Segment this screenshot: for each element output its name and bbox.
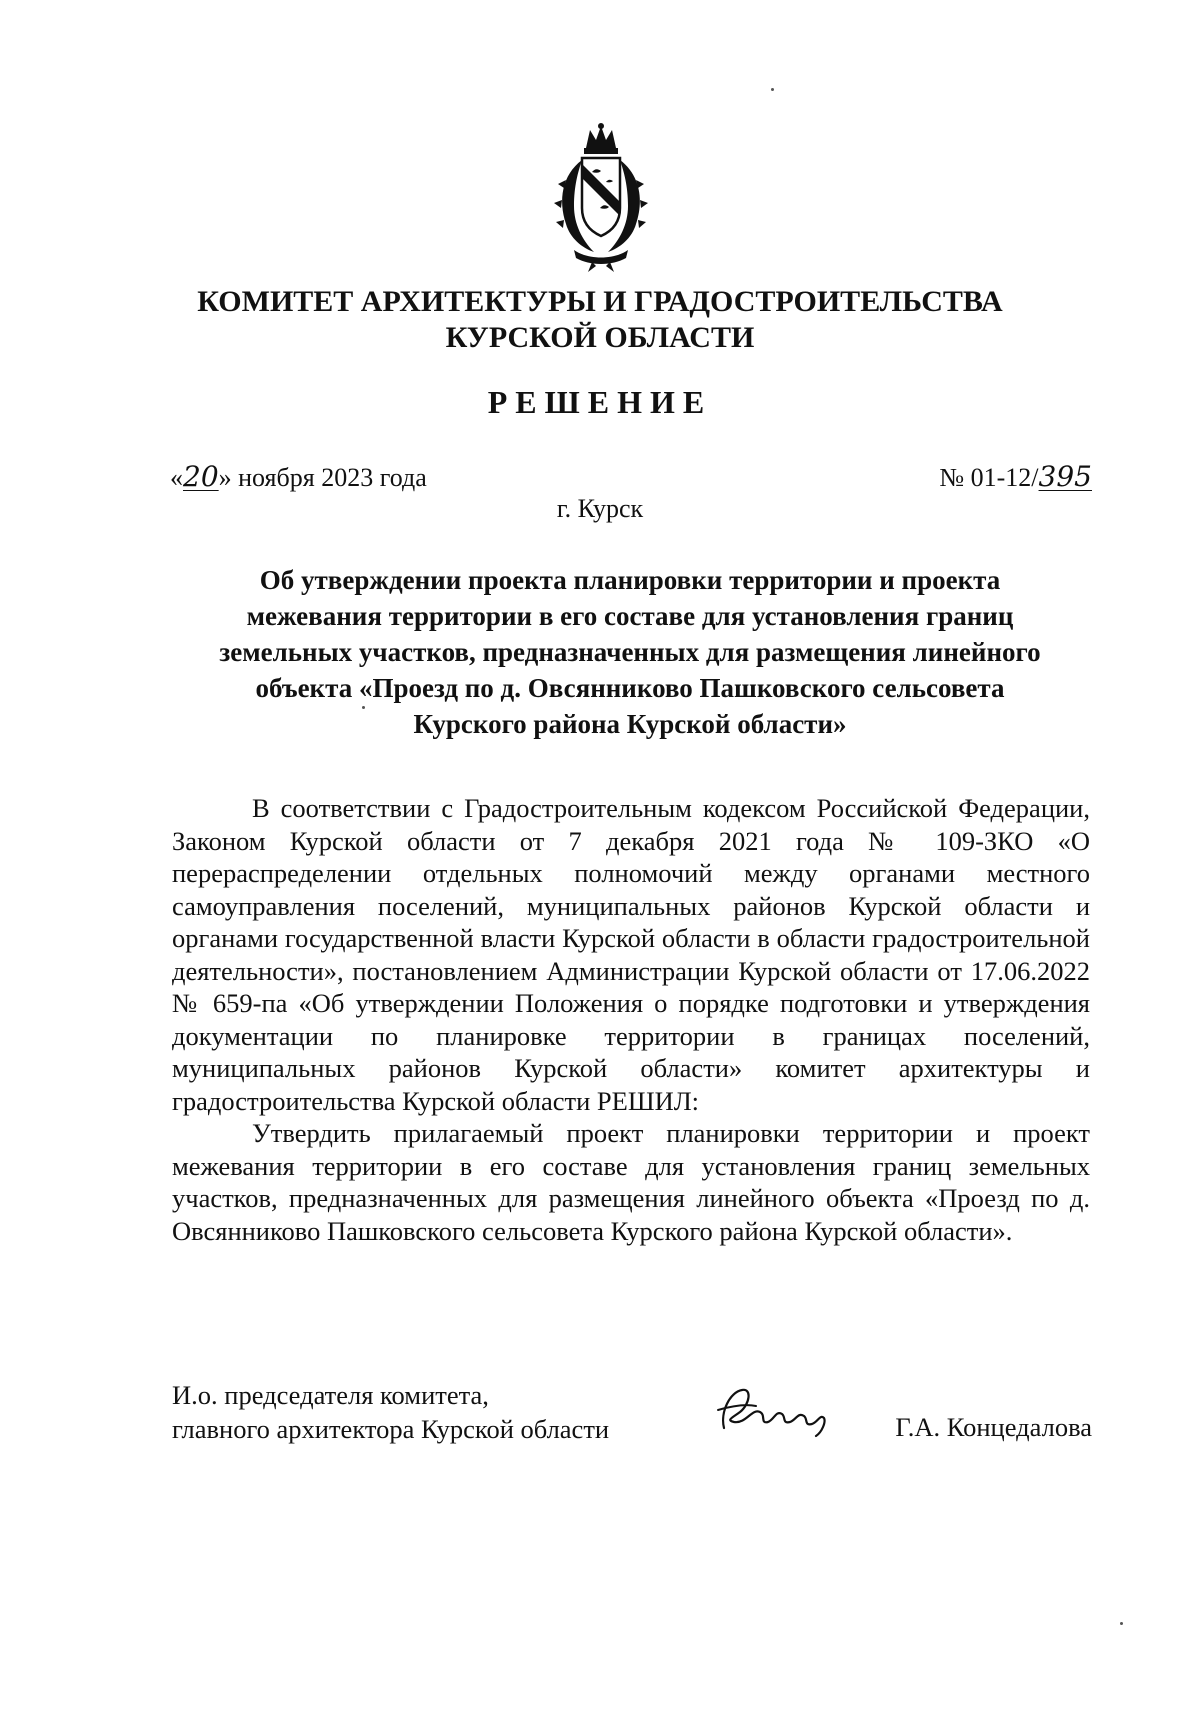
scan-speck <box>771 88 774 91</box>
signatory-position <box>172 1378 609 1446</box>
number-prefix: № 01-12/ <box>939 463 1039 492</box>
organization-name-line2: КУРСКОЙ ОБЛАСТИ <box>445 321 755 354</box>
handwritten-signature-icon <box>712 1378 832 1444</box>
body-paragraph-resolution: Утвердить прилагаемый проект планировки территории и проект межевания территории в его составе для установления границ земельных участков, предназначенных для размещения линейного объекта «Проезд по д. Овсянниково Пашковского сельсовета Курского района Курской области». <box>172 1118 1090 1246</box>
subject-line: Об утверждении проекта планировки территории и проекта <box>259 565 1001 595</box>
subject-line: земельных участков, предназначенных для размещения линейного <box>219 637 1041 667</box>
signatory-name: Г.А. Концедалова <box>895 1412 1092 1442</box>
subject-line: Курского района Курской области» <box>413 709 847 739</box>
document-number <box>939 460 1092 493</box>
scan-speck <box>362 706 365 709</box>
kursk-oblast-coat-of-arms-icon <box>552 120 650 275</box>
date-open-quote: « <box>170 463 183 492</box>
signatory-position-line2: главного архитектора Курской области <box>172 1414 610 1444</box>
body-paragraph-legal-basis: В соответствии с Градостроительным кодексом Российской Федерации, Законом Курской области от 7 декабря 2021 года № 109-ЗКО «О перераспределении отдельных полномочий между органами местного самоуправления поселений, муниципальных районов Курской области и органами государственной власти Курской области в области градостроительной деятельности», постановлением Администрации Курской области от 17.06.2022 № 659-па «Об утверждении Положения о порядке подготовки и утверждения документации по планировке территории в границах поселений, муниципальных районов Курской области» комитет архитектуры и градостроительства Курской области РЕШИЛ: <box>172 793 1090 1116</box>
scan-speck <box>1120 1622 1123 1625</box>
document-body <box>172 792 1090 1247</box>
subject-line: межевания территории в его составе для установления границ <box>246 601 1014 631</box>
date-rest: » ноября 2023 года <box>218 463 427 492</box>
date-day-handwritten: 20 <box>183 460 219 493</box>
document-date <box>170 460 427 493</box>
document-subject <box>170 562 1090 742</box>
subject-line: объекта «Проезд по д. Овсянниково Пашковского сельсовета <box>255 673 1005 703</box>
organization-name-line1: КОМИТЕТ АРХИТЕКТУРЫ И ГРАДОСТРОИТЕЛЬСТВА <box>197 285 1003 318</box>
document-city: г. Курск <box>556 494 644 523</box>
document-type-title: РЕШЕНИЕ <box>487 384 713 420</box>
number-handwritten: 395 <box>1038 460 1092 493</box>
signatory-position-line1: И.о. председателя комитета, <box>172 1380 489 1410</box>
